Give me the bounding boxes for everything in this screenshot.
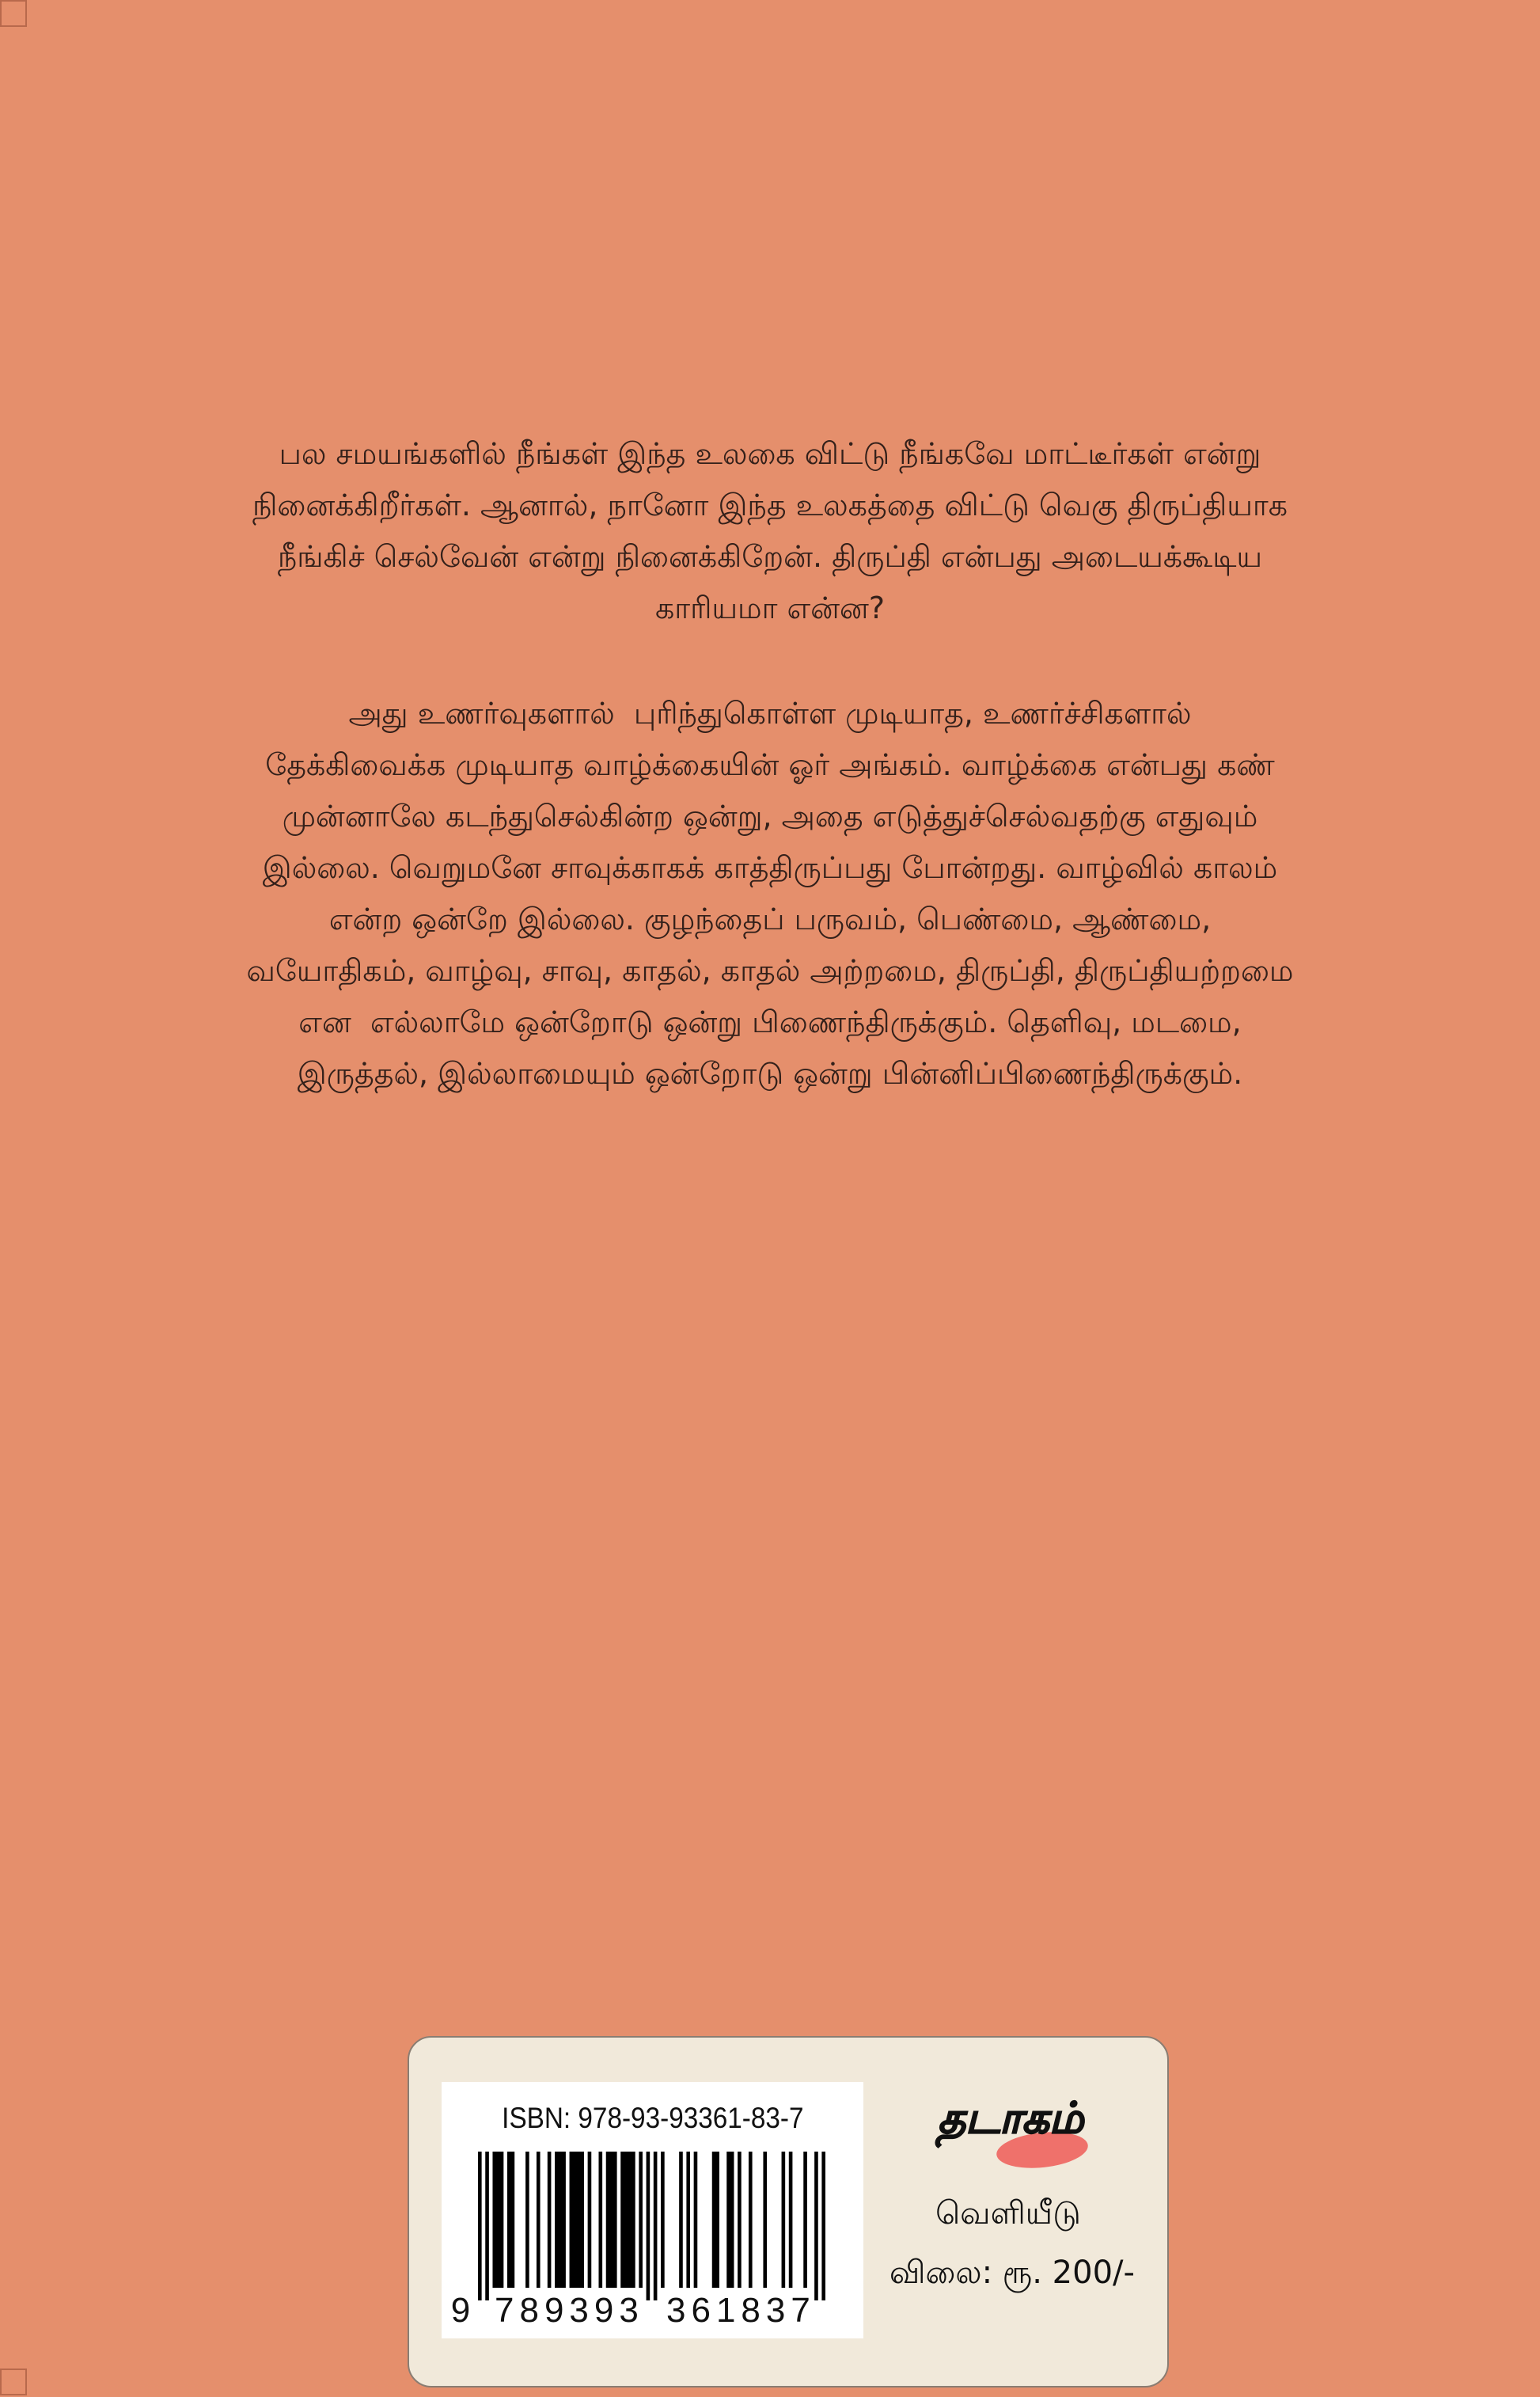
blurb-text	[95, 428, 1445, 1100]
blurb-line: நினைக்கிறீர்கள். ஆனால், நானோ இந்த உலகத்தை விட்டு வெகு திருப்தியாக	[252, 488, 1288, 522]
barcode-bar	[789, 2152, 793, 2288]
blurb-line: என எல்லாமே ஒன்றோடு ஒன்று பிணைந்திருக்கும். தெளிவு, மடமை,	[298, 1005, 1242, 1039]
blurb-line: என்ற ஒன்றே இல்லை. குழந்தைப் பருவம், பெண்மை, ஆண்மை,	[328, 902, 1212, 936]
barcode-bar	[661, 2152, 665, 2288]
publisher-panel	[408, 2036, 1169, 2388]
blurb-line: வயோதிகம், வாழ்வு, சாவு, காதல், காதல் அற்றமை, திருப்தி, திருப்தியற்றமை	[246, 953, 1294, 988]
crop-mark-top-left	[0, 0, 27, 27]
price-label: விலை: ரூ. 200/-	[889, 2255, 1135, 2291]
blurb-line: முன்னாலே கடந்துசெல்கின்ற ஒன்று, அதை எடுத்துச்செல்வதற்கு எதுவும்	[282, 799, 1258, 834]
crop-mark-bottom-left	[0, 2369, 27, 2395]
barcode-lead-digit: 9	[450, 2291, 471, 2330]
barcode-bar	[803, 2152, 807, 2288]
blurb-line: காரியமா என்ன?	[654, 591, 886, 625]
blurb-line: பல சமயங்களில் நீங்கள் இந்த உலகை விட்டு நீங்கவே மாட்டீர்கள் என்று	[279, 436, 1261, 471]
blurb-line: இல்லை. வெறுமனே சாவுக்காகக் காத்திருப்பது போன்றது. வாழ்வில் காலம்	[262, 850, 1278, 885]
barcode-bar	[726, 2152, 734, 2288]
barcode-bar	[738, 2152, 742, 2288]
logo-lettering: தடாகம்	[937, 2093, 1084, 2143]
barcode-right-digits: 361837	[666, 2291, 816, 2330]
barcode-bar	[537, 2152, 541, 2288]
barcode-bar	[555, 2152, 566, 2288]
barcode-bar	[679, 2152, 683, 2288]
barcode-bar	[548, 2152, 552, 2288]
barcode-bar	[749, 2152, 753, 2288]
barcode-bar	[606, 2152, 617, 2288]
barcode-guard-bar	[485, 2152, 489, 2300]
blurb-line: இருத்தல், இல்லாமையும் ஒன்றோடு ஒன்று பின்னிப்பிணைந்திருக்கும்.	[297, 1056, 1243, 1091]
isbn-label	[442, 2101, 863, 2136]
barcode-guard-bar	[647, 2152, 651, 2300]
barcode-guard-bar	[478, 2152, 482, 2300]
barcode-bar	[507, 2152, 514, 2288]
publisher-logo	[931, 2082, 1090, 2171]
blurb-paragraph-2	[95, 688, 1445, 1100]
blurb-line: தேக்கிவைக்க முடியாத வாழ்க்கையின் ஓர் அங்கம். வாழ்க்கை என்பது கண்	[265, 747, 1275, 782]
barcode-bar	[782, 2152, 786, 2288]
barcode-left-digits: 789393	[495, 2291, 644, 2330]
barcode-bar	[639, 2152, 643, 2288]
barcode-guard-bar	[654, 2152, 658, 2300]
barcode-bar	[598, 2152, 602, 2288]
barcode-bar	[570, 2152, 584, 2288]
barcode-bar	[763, 2152, 767, 2288]
barcode-bar	[588, 2152, 592, 2288]
barcode-bar	[492, 2152, 503, 2288]
blurb-paragraph-1	[95, 428, 1445, 634]
barcode-bar	[712, 2152, 719, 2288]
barcode-bar	[686, 2152, 690, 2288]
blurb-line: நீங்கிச் செல்வேன் என்று நினைக்கிறேன். திருப்தி என்பது அடையக்கூடிய	[277, 539, 1263, 574]
blurb-line: அது உணர்வுகளால் புரிந்துகொள்ள முடியாத, உணர்ச்சிகளால்	[348, 696, 1192, 731]
isbn-barcode-block	[442, 2082, 863, 2338]
isbn-text: ISBN: 978-93-93361-83-7	[501, 2102, 804, 2134]
barcode-bar	[694, 2152, 698, 2288]
barcode-bar	[525, 2152, 529, 2288]
barcode-guard-bar	[814, 2152, 818, 2300]
barcode-guard-bar	[821, 2152, 825, 2300]
barcode-bar	[620, 2152, 635, 2288]
barcode	[478, 2152, 825, 2307]
publisher-label: வெளியீடு	[935, 2195, 1081, 2232]
